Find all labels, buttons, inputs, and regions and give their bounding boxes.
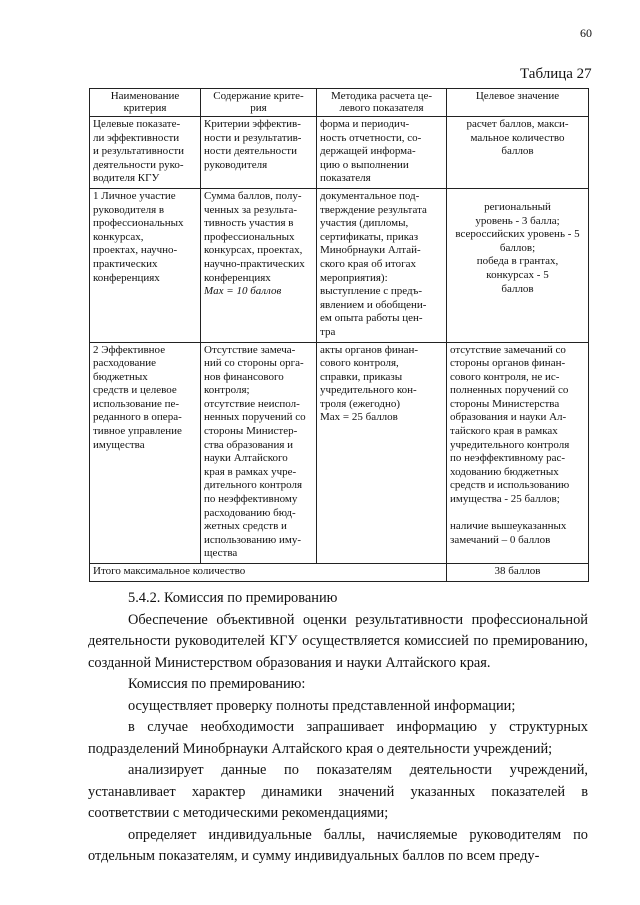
table-cell: Отсутствие замеча- ний со стороны орга- нов финансового контроля; отсутствие неиспол- ненных поручений со стороны Министер- ства образования и науки Алтайского края в рамках учре- дительного контроля по неэффективному расходованию бюд- жетных средств и использованию иму- щества xyxy=(201,342,317,564)
table-cell: Целевые показате- ли эффективности и результативности деятельности руко- водителя КГУ xyxy=(90,117,201,189)
criteria-table xyxy=(89,88,589,582)
criterion-max-score: Max = 10 баллов xyxy=(204,285,282,298)
header-criterion-name: Наименование критерия xyxy=(90,89,201,117)
table-cell: акты органов финан- сового контроля, справки, приказы учредительного кон- троля (ежегодно) Max = 25 баллов xyxy=(317,342,447,564)
header-criterion-content: Содержание крите- рия xyxy=(201,89,317,117)
paragraph: анализирует данные по показателям деятельности учреждений, устанавливает характер динамики значений указанных показателей в соответствии с методическими рекомендациями; xyxy=(88,762,588,821)
paragraph: Комиссия по премированию: xyxy=(128,676,306,692)
total-label: Итого максимальное количество xyxy=(90,564,447,582)
header-calculation-method: Методика расчета це- левого показателя xyxy=(317,89,447,117)
total-value: 38 баллов xyxy=(447,564,589,582)
paragraph: определяет индивидуальные баллы, начисляемые руководителям по отдельным показателям, и сумму индивидуальных баллов по всем преду- xyxy=(88,826,588,864)
table-cell: отсутствие замечаний со стороны органов финан- сового контроля, не ис- полненных поручений со стороны Министерства образования и науки Ал- тайского края в рамках учредительного контроля по неэффективному рас- ходованию бюджетных средств и использованию имущества - 25 баллов; наличие вышеуказанных замечаний – 0 баллов xyxy=(447,342,589,564)
header-target-value: Целевое значение xyxy=(447,89,589,117)
table-header-row xyxy=(90,89,589,117)
table-cell: форма и периодич- ность отчетности, со- держащей информа- цию о выполнении показателя xyxy=(317,117,447,189)
paragraph: Обеспечение объективной оценки результативности профессиональной деятельности руководителей КГУ осуществляется комиссией по премированию, созданной Министерством образования и науки Алтайского края. xyxy=(88,611,588,671)
paragraph: осуществляет проверку полноты представленной информации; xyxy=(128,697,516,714)
table-row xyxy=(90,342,589,564)
table-cell xyxy=(201,188,317,342)
criterion-content-text: Сумма баллов, полу- ченных за результа- тивность участия в профессиональных конкурсах, проектах, научно-практических конференциях xyxy=(204,189,305,284)
table-cell: 2 Эффективное расходование бюджетных средств и целевое использование пе- реданного в опера- тивное управление имущества xyxy=(90,342,201,564)
page-number: 60 xyxy=(580,26,592,40)
table-cell: документальное под- тверждение результата участия (дипломы, сертификаты, приказ Минобрнауки Алтай- ского края об итогах мероприятия): выступление с предъ- явлением и обобщени- ем опыта работы цен- тра xyxy=(317,188,447,342)
body-text xyxy=(88,588,588,868)
table-row xyxy=(90,188,589,342)
table-label: Таблица 27 xyxy=(520,66,592,82)
table-cell: 1 Личное участие руководителя в профессиональных конкурсах, проектах, научно- практических конференциях xyxy=(90,188,201,342)
table-cell: региональный уровень - 3 балла; всероссийских уровень - 5 баллов; победа в грантах, конкурсах - 5 баллов xyxy=(447,188,589,342)
section-heading: 5.4.2. Комиссия по премированию xyxy=(128,590,338,606)
table-cell: расчет баллов, макси- мальное количество баллов xyxy=(447,117,589,189)
table-cell: Критерии эффектив- ности и результатив- ности деятельности руководителя xyxy=(201,117,317,189)
table-row xyxy=(90,117,589,189)
table-total-row xyxy=(90,564,589,582)
paragraph: в случае необходимости запрашивает информацию у структурных подразделений Минобрнауки Алтайского края о деятельности учреждений; xyxy=(88,719,588,757)
